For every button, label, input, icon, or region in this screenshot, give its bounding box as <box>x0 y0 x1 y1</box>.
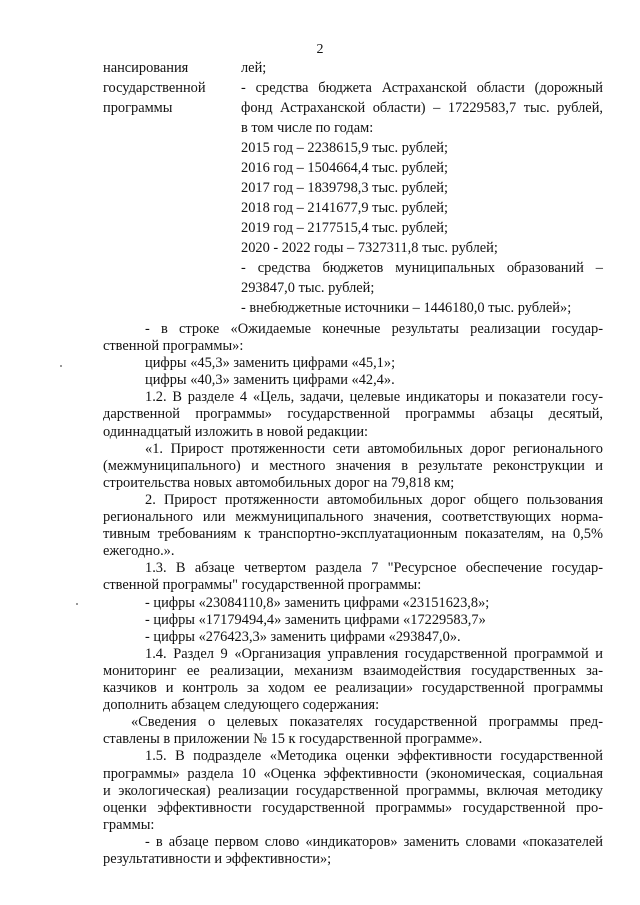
body-line: ежегодно.». <box>103 543 175 559</box>
page-number: 2 <box>316 42 324 57</box>
body-line: - цифры «276423,3» заменить цифрами «293847,0». <box>145 629 461 645</box>
table-right-line: 2019 год – 2177515,4 тыс. рублей; <box>241 220 448 236</box>
body-line: и экологическая) реализации государственной программы, включая методику <box>103 783 603 799</box>
body-line: цифры «45,3» заменить цифрами «45,1»; <box>145 355 396 371</box>
body-line: ственной программы" государственной программы: <box>103 577 422 593</box>
scan-speck <box>76 603 78 605</box>
table-left-line: государственной <box>103 80 206 96</box>
table-right-line: 2015 год – 2238615,9 тыс. рублей; <box>241 140 448 156</box>
body-line: тивным требованиям к транспортно-эксплуатационным показателям, на 0,5% <box>103 526 603 542</box>
body-line: 1.3. В абзаце четвертом раздела 7 "Ресурсное обеспечение государ- <box>145 560 603 576</box>
table-right-line: фонд Астраханской области) – 17229583,7 тыс. рублей, <box>241 100 603 116</box>
body-line: 2. Прирост протяженности автомобильных дорог общего пользования <box>145 492 603 508</box>
table-right-line: 2017 год – 1839798,3 тыс. рублей; <box>241 180 448 196</box>
body-line: граммы: <box>103 817 155 833</box>
table-right-line: лей; <box>241 60 267 76</box>
table-right-line: - средства бюджета Астраханской области (дорожный <box>241 80 603 96</box>
table-right-line: 2016 год – 1504664,4 тыс. рублей; <box>241 160 448 176</box>
body-line: (межмуниципального) и местного значения в результате реконструкции и <box>103 458 603 474</box>
body-line: строительства новых автомобильных дорог на 79,818 км; <box>103 475 455 491</box>
table-right-line: 2018 год – 2141677,9 тыс. рублей; <box>241 200 448 216</box>
body-line: «1. Прирост протяженности сети автомобильных дорог регионального <box>145 441 603 457</box>
body-line: ставлены в приложении № 15 к государственной программе». <box>103 731 483 747</box>
body-line: - в строке «Ожидаемые конечные результаты реализации государ- <box>145 321 603 337</box>
body-line: дополнить абзацем следующего содержания: <box>103 697 380 713</box>
table-left-line: нансирования <box>103 60 189 76</box>
body-line: цифры «40,3» заменить цифрами «42,4». <box>145 372 395 388</box>
body-line: результативности и эффективности»; <box>103 851 332 867</box>
body-line: - цифры «17179494,4» заменить цифрами «17229583,7» <box>145 612 486 628</box>
body-line: «Сведения о целевых показателях государственной программы пред- <box>131 714 603 730</box>
body-line: регионального или межмуниципального значения, соответствующих норма- <box>103 509 603 525</box>
table-right-line: - внебюджетные источники – 1446180,0 тыс. рублей»; <box>241 300 572 316</box>
body-line: одиннадцатый изложить в новой редакции: <box>103 424 369 440</box>
body-line: ственной программы»: <box>103 338 244 354</box>
body-line: 1.5. В подразделе «Методика оценки эффективности государственной <box>145 748 603 764</box>
scan-speck <box>60 365 62 367</box>
table-right-line: 293847,0 тыс. рублей; <box>241 280 375 296</box>
body-line: мониторинг ее реализации, механизм взаимодействия государственных за- <box>103 663 603 679</box>
body-line: - в абзаце первом слово «индикаторов» заменить словами «показателей <box>145 834 603 850</box>
body-line: программы» раздела 10 «Оценка эффективности (экономическая, социальная <box>103 766 603 782</box>
body-line: - цифры «23084110,8» заменить цифрами «23151623,8»; <box>145 595 490 611</box>
body-line: оценки эффективности государственной программы» государственной про- <box>103 800 603 816</box>
body-line: дарственной программы» государственной программы абзацы десятый, <box>103 406 603 422</box>
body-line: 1.2. В разделе 4 «Цель, задачи, целевые индикаторы и показатели госу- <box>145 389 603 405</box>
table-right-line: 2020 - 2022 годы – 7327311,8 тыс. рублей; <box>241 240 498 256</box>
table-right-line: в том числе по годам: <box>241 120 374 136</box>
body-line: 1.4. Раздел 9 «Организация управления государственной программой и <box>145 646 603 662</box>
table-right-line: - средства бюджетов муниципальных образований – <box>241 260 603 276</box>
body-line: казчиков и контроль за ходом ее реализации» государственной программы <box>103 680 603 696</box>
table-left-line: программы <box>103 100 173 116</box>
